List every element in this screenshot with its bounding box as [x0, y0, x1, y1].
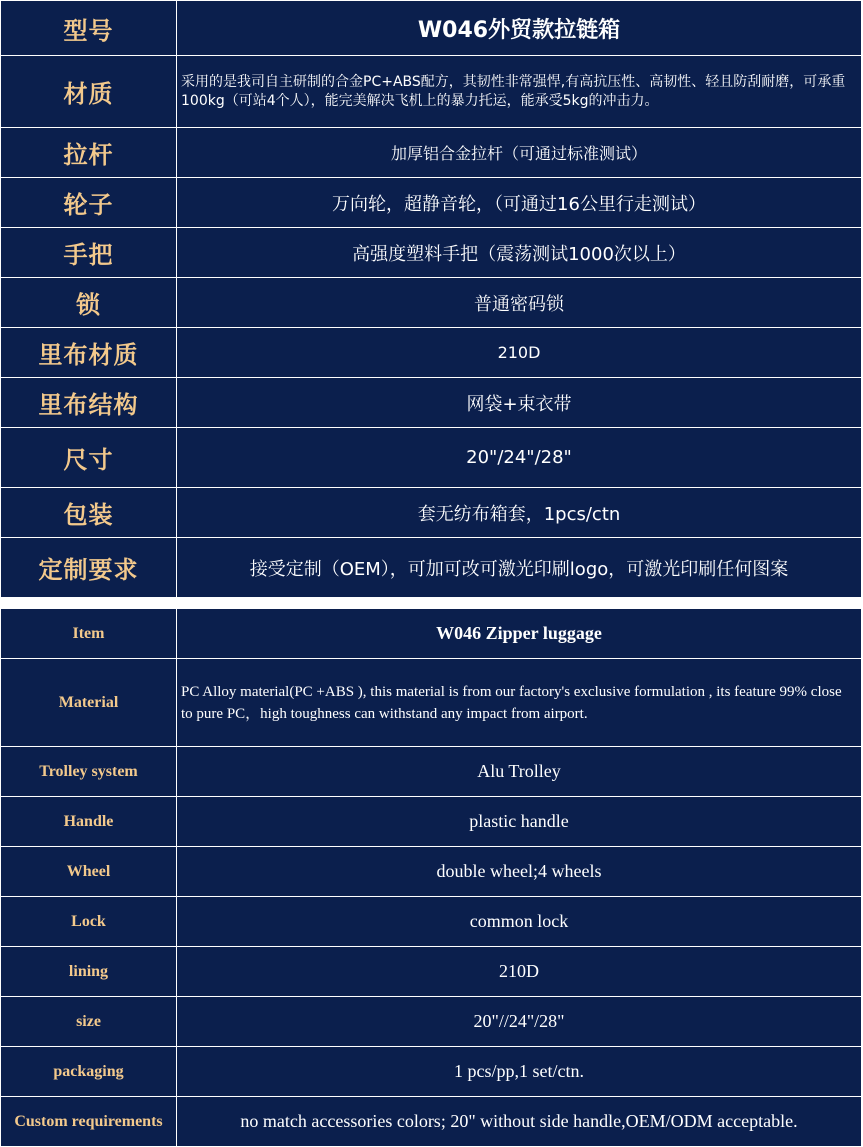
row-value-trolley: 加厚铝合金拉杆（可通过标准测试）	[177, 128, 862, 178]
row-label-handle: 手把	[1, 228, 177, 278]
table-row	[1, 847, 862, 897]
row-value-wheel: 万向轮，超静音轮，（可通过16公里行走测试）	[177, 178, 862, 228]
table-row	[1, 228, 862, 278]
table-row	[1, 488, 862, 538]
row-label-material-en: Material	[1, 659, 177, 747]
row-label-custom-en: Custom requirements	[1, 1097, 177, 1147]
row-label-trolley-en: Trolley system	[1, 747, 177, 797]
table-row	[1, 947, 862, 997]
table-row	[1, 128, 862, 178]
row-value-custom-en: no match accessories colors; 20" without side handle,OEM/ODM acceptable.	[177, 1097, 862, 1147]
row-value-material-en: PC Alloy material(PC +ABS ), this material is from our factory's exclusive formulation , its feature 99% close to pure PC，high toughness can withstand any impact from airport.	[177, 659, 862, 747]
row-value-custom: 接受定制（OEM），可加可改可激光印刷logo，可激光印刷任何图案	[177, 538, 862, 598]
row-value-packaging: 套无纺布箱套，1pcs/ctn	[177, 488, 862, 538]
table-row	[1, 659, 862, 747]
row-label-lining-en: lining	[1, 947, 177, 997]
row-label-lining-structure: 里布结构	[1, 378, 177, 428]
table-row	[1, 378, 862, 428]
table-row	[1, 178, 862, 228]
row-value-size-en: 20"//24"/28"	[177, 997, 862, 1047]
row-label-packaging: 包装	[1, 488, 177, 538]
table-row	[1, 278, 862, 328]
row-label-lock: 锁	[1, 278, 177, 328]
table-row	[1, 328, 862, 378]
row-value-handle: 高强度塑料手把（震荡测试1000次以上）	[177, 228, 862, 278]
row-value-trolley-en: Alu Trolley	[177, 747, 862, 797]
row-label-size-en: size	[1, 997, 177, 1047]
row-value-lining-en: 210D	[177, 947, 862, 997]
row-value-lock: 普通密码锁	[177, 278, 862, 328]
row-value-wheel-en: double wheel;4 wheels	[177, 847, 862, 897]
table-row	[1, 609, 862, 659]
row-label-wheel: 轮子	[1, 178, 177, 228]
table-row	[1, 897, 862, 947]
row-value-material: 采用的是我司自主研制的合金PC+ABS配方，其韧性非常强悍,有高抗压性、高韧性、轻且防刮耐磨，可承重100kg（可站4个人），能完美解决飞机上的暴力托运，能承受5kg的冲击力。	[177, 56, 862, 128]
spec-table-english	[0, 608, 862, 1147]
row-value-item: W046 Zipper luggage	[177, 609, 862, 659]
table-row	[1, 538, 862, 598]
row-label-handle-en: Handle	[1, 797, 177, 847]
table-row	[1, 56, 862, 128]
table-row	[1, 997, 862, 1047]
row-label-custom: 定制要求	[1, 538, 177, 598]
row-value-lining-material: 210D	[177, 328, 862, 378]
row-value-packaging-en: 1 pcs/pp,1 set/ctn.	[177, 1047, 862, 1097]
row-label-size: 尺寸	[1, 428, 177, 488]
row-value-model: W046外贸款拉链箱	[177, 1, 862, 56]
row-label-trolley: 拉杆	[1, 128, 177, 178]
row-value-handle-en: plastic handle	[177, 797, 862, 847]
row-label-packaging-en: packaging	[1, 1047, 177, 1097]
table-row	[1, 797, 862, 847]
row-label-lining-material: 里布材质	[1, 328, 177, 378]
row-value-lining-structure: 网袋+束衣带	[177, 378, 862, 428]
table-row	[1, 747, 862, 797]
table-row	[1, 1097, 862, 1147]
table-row	[1, 1047, 862, 1097]
table-row	[1, 1, 862, 56]
row-label-material: 材质	[1, 56, 177, 128]
row-label-model: 型号	[1, 1, 177, 56]
row-label-item: Item	[1, 609, 177, 659]
row-value-lock-en: common lock	[177, 897, 862, 947]
row-value-size: 20"/24"/28"	[177, 428, 862, 488]
table-row	[1, 428, 862, 488]
row-label-lock-en: Lock	[1, 897, 177, 947]
row-label-wheel-en: Wheel	[1, 847, 177, 897]
